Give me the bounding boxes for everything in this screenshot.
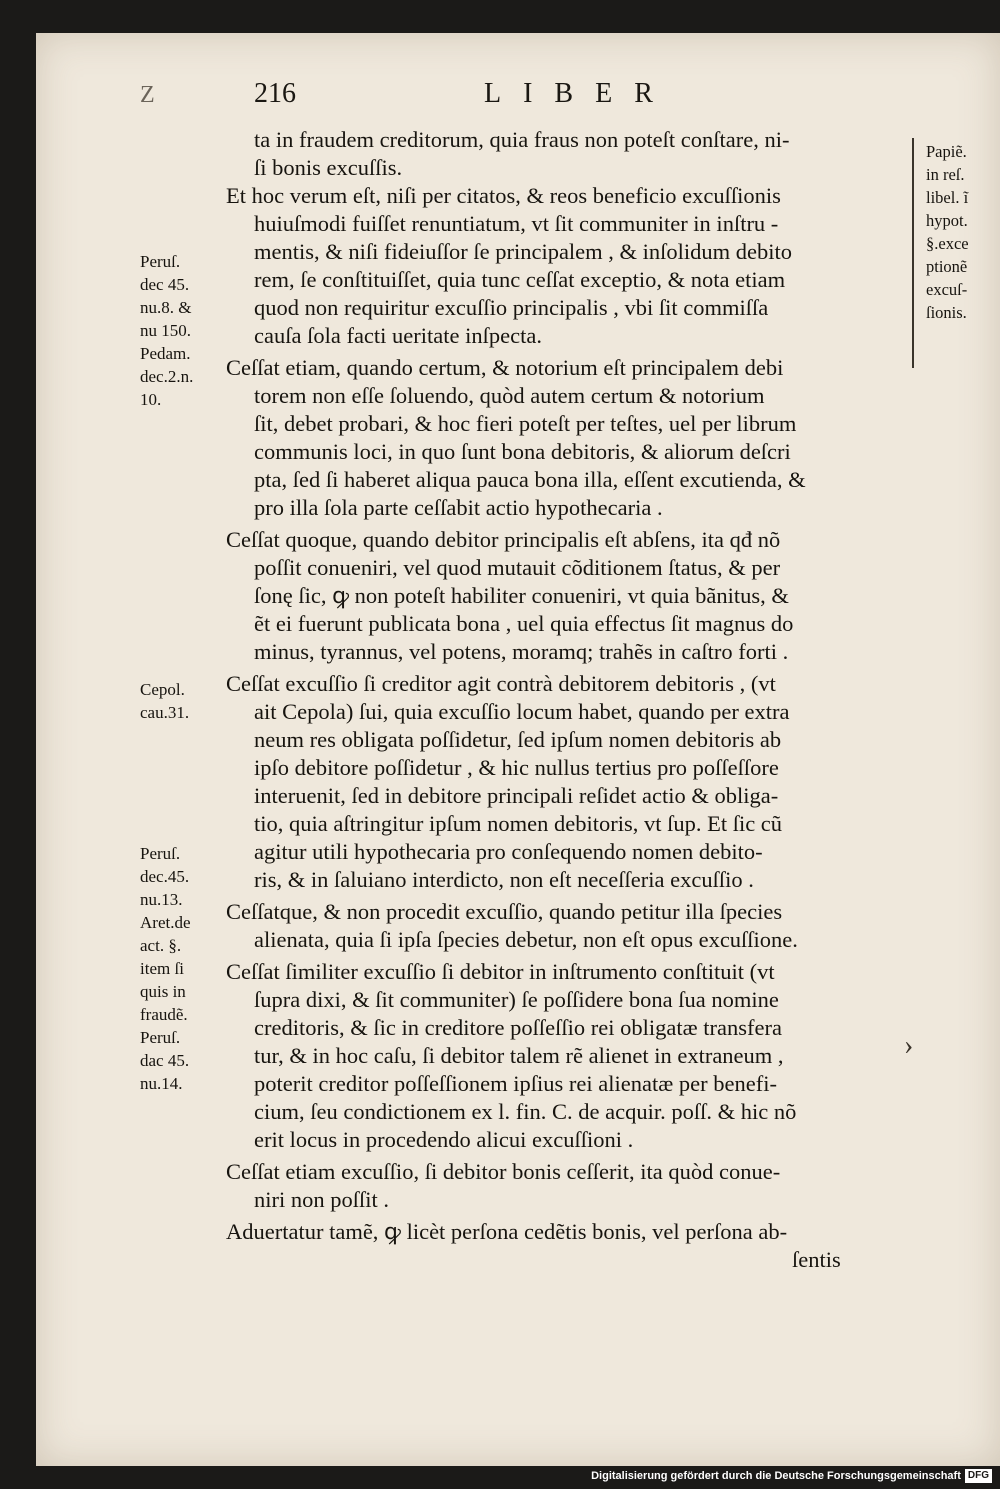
text-line: ta in fraudem creditorum, quia fraus non poteſt conſtare, ni- bbox=[254, 127, 790, 152]
text-line: mentis, & niſi fideiuſſor ſe principalem , & inſolidum debito bbox=[254, 239, 793, 264]
text-line: Ceſſatque, & non procedit excuſſio, quando petitur illa ſpecies bbox=[226, 899, 783, 924]
text-line: minus, tyrannus, vel potens, moramq; trahẽs in caſtro forti . bbox=[254, 639, 789, 664]
margin-note: nu 150. bbox=[140, 321, 191, 340]
margin-note: Papiẽ. bbox=[926, 142, 967, 161]
margin-note: dec.45. bbox=[140, 867, 190, 886]
text-line: poterit creditor poſſeſſionem ipſius rei alienatæ per benefi- bbox=[254, 1071, 777, 1096]
margin-note: Pedam. bbox=[140, 344, 191, 363]
margin-note: dac 45. bbox=[140, 1051, 190, 1070]
text-line: interuenit, ſed in debitore principali reſidet actio & obliga- bbox=[254, 783, 779, 808]
text-line: Ceſſat quoque, quando debitor principalis eſt abſens, ita qđ nõ bbox=[226, 527, 781, 552]
margin-note: §.exce bbox=[926, 234, 969, 253]
margin-note: ptionẽ bbox=[926, 257, 968, 276]
text-line: cauſa ſola facti ueritate inſpecta. bbox=[254, 323, 542, 348]
margin-note: fraudẽ. bbox=[140, 1005, 188, 1024]
margin-note: dec.2.n. bbox=[140, 367, 194, 386]
margin-rule bbox=[912, 138, 914, 368]
text-line: Ceſſat etiam excuſſio, ſi debitor bonis ceſſerit, ita quòd conue- bbox=[226, 1159, 781, 1184]
text-line: neum res obligata poſſidetur, ſed ipſum nomen debitoris ab bbox=[254, 727, 782, 752]
text-line: cium, ſeu condictionem ex l. fin. C. de acquir. poſſ. & hic nõ bbox=[254, 1099, 797, 1124]
margin-note: 10. bbox=[140, 390, 162, 409]
text-line: Et hoc verum eſt, niſi per citatos, & reos beneficio excuſſionis bbox=[226, 183, 781, 208]
text-line: ẽt ei fuerunt publicata bona , uel quia effectus ſit magnus do bbox=[254, 611, 794, 636]
page-number: 216 bbox=[254, 78, 296, 109]
text-line: poſſit conueniri, vel quod mutauit cõditionem ſtatus, & per bbox=[254, 555, 781, 580]
text-line: agitur utili hypothecaria pro conſequendo nomen debito- bbox=[254, 839, 763, 864]
catchword: ſentis bbox=[792, 1247, 841, 1272]
margin-note: nu.8. & bbox=[140, 298, 192, 317]
text-line: tur, & in hoc caſu, ſi debitor talem rẽ alienet in extraneum , bbox=[254, 1043, 784, 1068]
margin-note: Peruſ. bbox=[140, 844, 181, 863]
text-line: Ceſſat ſimiliter excuſſio ſi debitor in inſtrumento conſtituit (vt bbox=[226, 959, 775, 984]
text-line: rem, ſe conſtituiſſet, quia tunc ceſſat exceptio, & nota etiam bbox=[254, 267, 786, 292]
margin-note: cau.31. bbox=[140, 703, 190, 722]
text-line: pro illa ſola parte ceſſabit actio hypothecaria . bbox=[254, 495, 663, 520]
text-line: niri non poſſit . bbox=[254, 1187, 389, 1212]
footer bbox=[591, 1467, 992, 1485]
dfg-logo: DFG bbox=[965, 1469, 992, 1483]
margin-note: item ſi bbox=[140, 959, 184, 978]
margin-note: in reſ. bbox=[926, 165, 965, 184]
margin-note: libel. ĩ bbox=[926, 188, 969, 207]
text-line: ſonę ſic, ꝙ non poteſt habiliter conueniri, vt quia bãnitus, & bbox=[254, 583, 789, 608]
text-line: ipſo debitore poſſidetur , & hic nullus tertius pro poſſeſſore bbox=[254, 755, 779, 780]
margin-note: Aret.de bbox=[140, 913, 191, 932]
funding-notice: Digitalisierung gefördert durch die Deutsche Forschungsgemeinschaft bbox=[591, 1470, 961, 1482]
text-line: alienata, quia ſi ipſa ſpecies debetur, non eſt opus excuſſione. bbox=[254, 927, 798, 952]
text-line: pta, ſed ſi haberet aliqua pauca bona illa, eſſent excutienda, & bbox=[254, 467, 806, 492]
text-line: communis loci, in quo ſunt bona debitoris, & aliorum deſcri bbox=[254, 439, 791, 464]
text-line: Ceſſat etiam, quando certum, & notorium eſt principalem debi bbox=[226, 355, 784, 380]
text-line: ait Cepola) ſui, quia excuſſio locum habet, quando per extra bbox=[254, 699, 790, 724]
text-line: ſit, debet probari, & hoc fieri poteſt per teſtes, uel per librum bbox=[254, 411, 797, 436]
text-line: ſupra dixi, & ſit communiter) ſe poſſidere bona ſua nomine bbox=[254, 987, 779, 1012]
margin-brace-icon: › bbox=[904, 1030, 914, 1061]
margin-note: act. §. bbox=[140, 936, 182, 955]
margin-note: hypot. bbox=[926, 211, 968, 230]
text-line: Ceſſat excuſſio ſi creditor agit contrà debitorem debitoris , (vt bbox=[226, 671, 776, 696]
text-line: creditoris, & ſic in creditore poſſeſſio rei obligatæ transfera bbox=[254, 1015, 782, 1040]
running-head: LIBER bbox=[484, 78, 675, 109]
text-line: quod non requiritur excuſſio principalis , vbi ſit commiſſa bbox=[254, 295, 769, 320]
text-line: ſi bonis excuſſis. bbox=[254, 155, 403, 180]
text-line: tio, quia aſtringitur ipſum nomen debitoris, vt ſup. Et ſic cũ bbox=[254, 811, 783, 836]
page-header bbox=[0, 78, 1000, 118]
margin-note: nu.14. bbox=[140, 1074, 183, 1093]
margin-note: excuſ- bbox=[926, 280, 968, 299]
margin-note: Peruſ. bbox=[140, 252, 181, 271]
text-line: huiuſmodi fuiſſet renuntiatum, vt ſit communiter in inſtru - bbox=[254, 211, 779, 236]
margin-note: Peruſ. bbox=[140, 1028, 181, 1047]
text-line: torem non eſſe ſoluendo, quòd autem certum & notorium bbox=[254, 383, 765, 408]
margin-note: Cepol. bbox=[140, 680, 185, 699]
margin-note: quis in bbox=[140, 982, 186, 1001]
text-line: erit locus in procedendo alicui excuſſioni . bbox=[254, 1127, 634, 1152]
corner-mark: Z bbox=[140, 82, 155, 108]
text-line: Aduertatur tamẽ, ꝙ licèt perſona cedẽtis bonis, vel perſona ab- bbox=[226, 1219, 788, 1244]
text-line: ris, & in ſaluiano interdicto, non eſt neceſſeria excuſſio . bbox=[254, 867, 754, 892]
margin-note: dec 45. bbox=[140, 275, 190, 294]
margin-note: nu.13. bbox=[140, 890, 183, 909]
margin-note: ſionis. bbox=[926, 303, 967, 322]
